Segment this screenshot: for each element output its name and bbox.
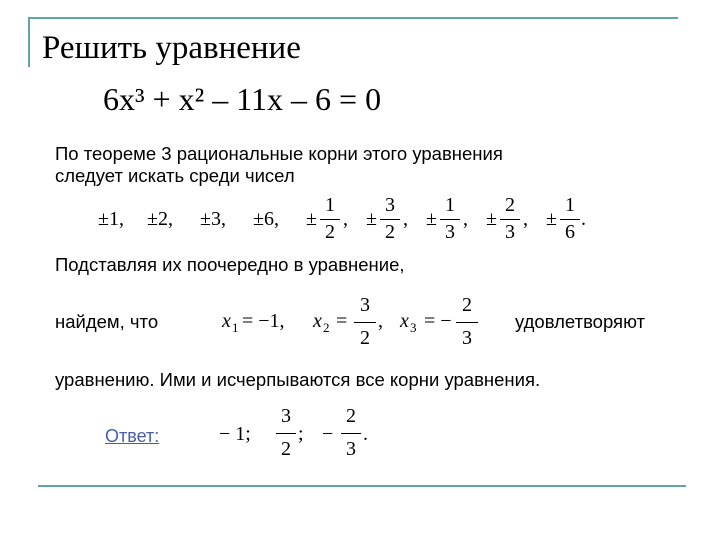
separator: , (343, 208, 348, 230)
fraction-numerator: 3 (385, 194, 395, 216)
fraction-denominator: 2 (360, 327, 370, 349)
candidate-sign: ± (426, 208, 437, 230)
root-x2-eq: = (336, 310, 348, 332)
candidate-sign: ± (306, 208, 317, 230)
paragraph-line: следует искать среди чисел (55, 165, 295, 186)
separator: . (363, 423, 368, 445)
answer-link[interactable]: Ответ: (105, 426, 160, 446)
paragraph-line: Подставляя их поочередно в уравнение, (55, 254, 405, 275)
fraction-denominator: 2 (385, 221, 395, 243)
fraction-numerator: 2 (346, 405, 356, 427)
root-x2-var: x (313, 310, 322, 332)
paragraph-line: уравнению. Ими и исчерпываются все корни уравнения. (55, 369, 541, 390)
root-x3-sub: 3 (410, 320, 417, 335)
answer-value-1: − 1; (219, 423, 251, 445)
fraction-numerator: 3 (281, 405, 291, 427)
root-x3-eq: = − (424, 310, 452, 332)
candidate-sign: ± (486, 208, 497, 230)
fraction-denominator: 2 (281, 438, 291, 460)
separator: . (581, 208, 586, 230)
separator: , (403, 208, 408, 230)
candidate-int: ±3, (200, 208, 226, 230)
fraction-denominator: 6 (565, 221, 575, 243)
fraction-numerator: 1 (565, 194, 575, 216)
found-suffix: удовлетворяют (515, 311, 646, 332)
separator: , (463, 208, 468, 230)
found-prefix: найдем, что (55, 311, 159, 332)
fraction-numerator: 1 (325, 194, 335, 216)
candidate-sign: ± (366, 208, 377, 230)
fraction-bar (456, 322, 478, 323)
candidate-int: ±6, (253, 208, 279, 230)
fraction-numerator: 2 (462, 294, 472, 316)
root-x2-sub: 2 (323, 320, 330, 335)
frame-left-line (28, 17, 30, 67)
fraction-numerator: 2 (505, 194, 515, 216)
candidate-int: ±2, (147, 208, 173, 230)
fraction-bar (276, 433, 296, 434)
paragraph-line: По теореме 3 рациональные корни этого уравнения (55, 143, 503, 164)
candidate-int: ±1, (98, 208, 124, 230)
root-x3-var: x (400, 310, 409, 332)
fraction-denominator: 3 (462, 327, 472, 349)
frame-top-line (28, 17, 678, 19)
fraction-denominator: 3 (505, 221, 515, 243)
fraction-bar (341, 433, 361, 434)
slide-title: Решить уравнение (42, 30, 301, 66)
separator: ; (298, 423, 304, 445)
fraction-denominator: 3 (346, 438, 356, 460)
fraction-denominator: 3 (445, 221, 455, 243)
separator: , (378, 310, 383, 332)
fraction-denominator: 2 (325, 221, 335, 243)
root-x1-value: = −1, (242, 310, 285, 332)
main-equation: 6x³ + x² – 11x – 6 = 0 (103, 81, 382, 117)
separator: , (523, 208, 528, 230)
root-x1-var: x (222, 310, 231, 332)
fraction-bar (354, 322, 376, 323)
fraction-numerator: 3 (360, 294, 370, 316)
candidate-sign: ± (546, 208, 557, 230)
frame-bottom-line (38, 485, 686, 487)
fraction-numerator: 1 (445, 194, 455, 216)
answer-minus: − (322, 423, 334, 445)
root-x1-sub: 1 (232, 320, 239, 335)
